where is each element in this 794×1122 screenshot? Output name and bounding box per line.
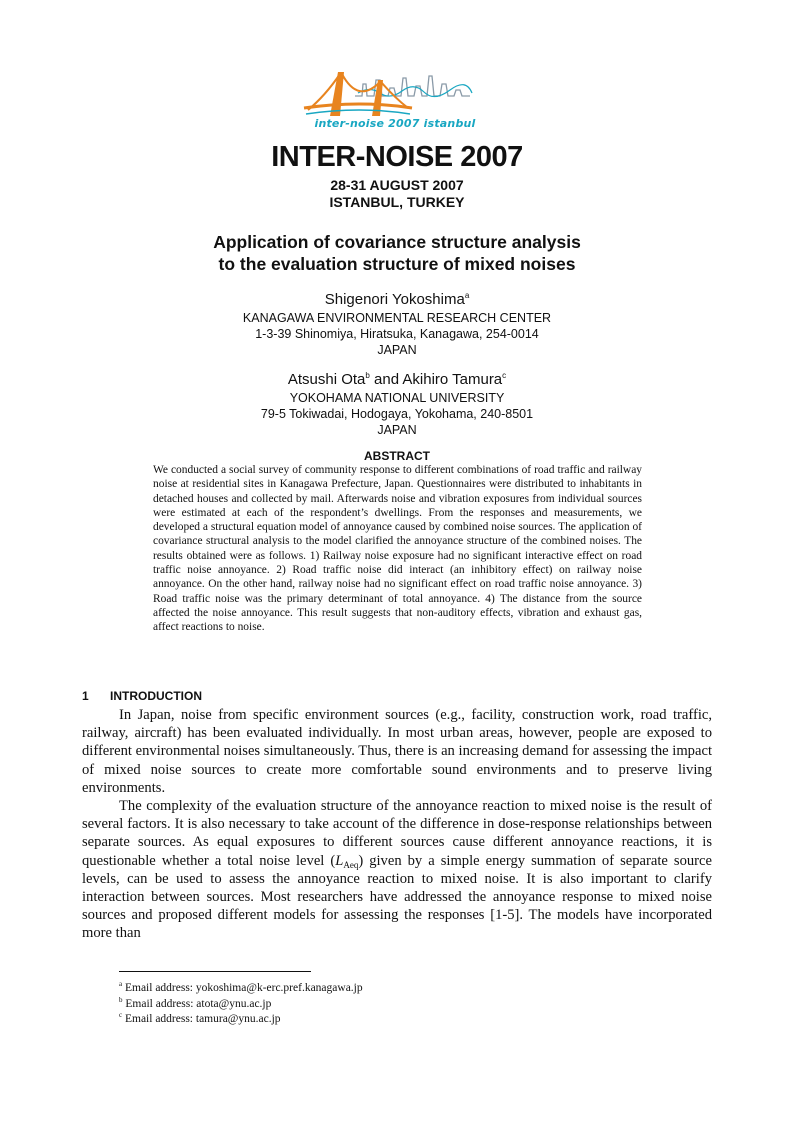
- author-1-name: Shigenori Yokoshima: [324, 291, 465, 308]
- bridge-logo-icon: [300, 66, 490, 118]
- conference-title: INTER-NOISE 2007: [271, 141, 523, 173]
- footnotes: [119, 981, 363, 1028]
- logo-caption: inter-noise 2007 istanbul: [314, 117, 476, 130]
- laeq-subscript: Aeq: [343, 859, 359, 870]
- section-title: INTRODUCTION: [110, 689, 202, 703]
- footnote-a-text: Email address: yokoshima@k-erc.pref.kanagawa.jp: [122, 982, 363, 994]
- paper-title: [0, 231, 794, 275]
- affil-1-line-1: KANAGAWA ENVIRONMENTAL RESEARCH CENTER: [242, 311, 552, 325]
- intro-paragraph-2: [82, 797, 712, 943]
- para2-part-b: ) given by a simple energy summation of separate source levels, can be used to assess the annoyance reaction to mixed noise. It is also important to clarify interaction between sources. Most researchers have addressed the annoyance response to mixed noise sources and proposed different models for assessing the responses [1-5]. The models have incorporated more than: [82, 852, 712, 942]
- affil-2-line-2: 79-5 Tokiwadai, Hodogaya, Yokohama, 240-8501: [260, 407, 534, 421]
- affil-1-line-2: 1-3-39 Shinomiya, Hiratsuka, Kanagawa, 254-0014: [255, 327, 539, 341]
- para2-part-a: The complexity of the evaluation structure of the annoyance reaction to mixed noise is the result of several factors. It is also necessary to take account of the difference in dose-response relationships between separate sources. As equal exposures to different sources cause different annoyance reactions, it is questionable whether a total noise level (: [82, 798, 712, 869]
- author-2-mark-1: b: [365, 371, 370, 380]
- section-number: 1: [82, 689, 89, 703]
- author-2: [0, 371, 794, 388]
- introduction-body: [82, 706, 712, 943]
- footnote-b-text: Email address: atota@ynu.ac.jp: [122, 997, 272, 1010]
- footnote-rule: [119, 971, 311, 972]
- paper-title-line-1: Application of covariance structure analysis: [213, 232, 581, 252]
- affil-2-line-3: JAPAN: [377, 423, 417, 437]
- conference-date: 28-31 AUGUST 2007: [330, 177, 464, 193]
- author-1-affiliation: [0, 310, 794, 358]
- author-2-conj: and: [369, 371, 403, 388]
- author-2-mark-2: c: [502, 371, 507, 380]
- conference-logo: [300, 66, 490, 136]
- conference-place: ISTANBUL, TURKEY: [329, 194, 465, 210]
- abstract-text: We conducted a social survey of community response to different combinations of road traffic and railway noise at residential sites in Kanagawa Prefecture, Japan. Questionnaires were distributed to inhabitants in detached houses and collected by mail. Afterwards noise and vibration exposures from individual sources were estimated at each of the respondent’s dwellings. From the responses and measurements, we developed a structural equation model of annoyance caused by combined noise sources. The application of covariance structural analysis to the model clarified the annoyance structure of the combined noises. The results obtained were as follows. 1) Railway noise exposure had no significant interactive effect on road traffic noise annoyance. 2) Road traffic noise did interact (an inhibitory effect) on railway noise annoyance. On the other hand, railway noise had no significant effect on road traffic noise annoyance. 3) Road traffic noise was the primary determinant of total annoyance. 4) The distance from the source affected the noise annoyance. This result suggests that non-auditory effects, vibration and exhaust gas, affect reactions to noise.: [153, 464, 642, 634]
- footnote-a: [119, 981, 363, 997]
- laeq-symbol: L: [335, 852, 344, 869]
- footnote-b: [119, 997, 363, 1013]
- author-1: [0, 291, 794, 308]
- footnote-b-mark: b: [119, 995, 123, 1004]
- author-2-affiliation: [0, 390, 794, 438]
- paper-title-line-2: to the evaluation structure of mixed noises: [218, 254, 576, 274]
- affil-2-line-1: YOKOHAMA NATIONAL UNIVERSITY: [289, 391, 505, 405]
- footnote-c: [119, 1012, 363, 1028]
- intro-paragraph-1: In Japan, noise from specific environment sources (e.g., facility, construction work, road traffic, railway, aircraft) has been evaluated individually. In most urban areas, however, people are exposed to different environmental noises simultaneously. Thus, there is an increasing demand for assessing the impact of mixed noise sources to create more comfortable sound environments and to preserve living environments.: [82, 707, 712, 796]
- author-2-name-2: Akihiro Tamura: [402, 371, 503, 388]
- abstract-heading: ABSTRACT: [364, 449, 430, 463]
- footnote-a-mark: a: [119, 980, 123, 988]
- affil-1-line-3: JAPAN: [377, 343, 417, 357]
- author-1-mark: a: [464, 291, 470, 300]
- section-heading: [82, 689, 202, 703]
- footnote-c-text: Email address: tamura@ynu.ac.jp: [122, 1013, 281, 1025]
- footnote-c-mark: c: [119, 1011, 123, 1019]
- author-2-name-1: Atsushi Ota: [287, 371, 366, 388]
